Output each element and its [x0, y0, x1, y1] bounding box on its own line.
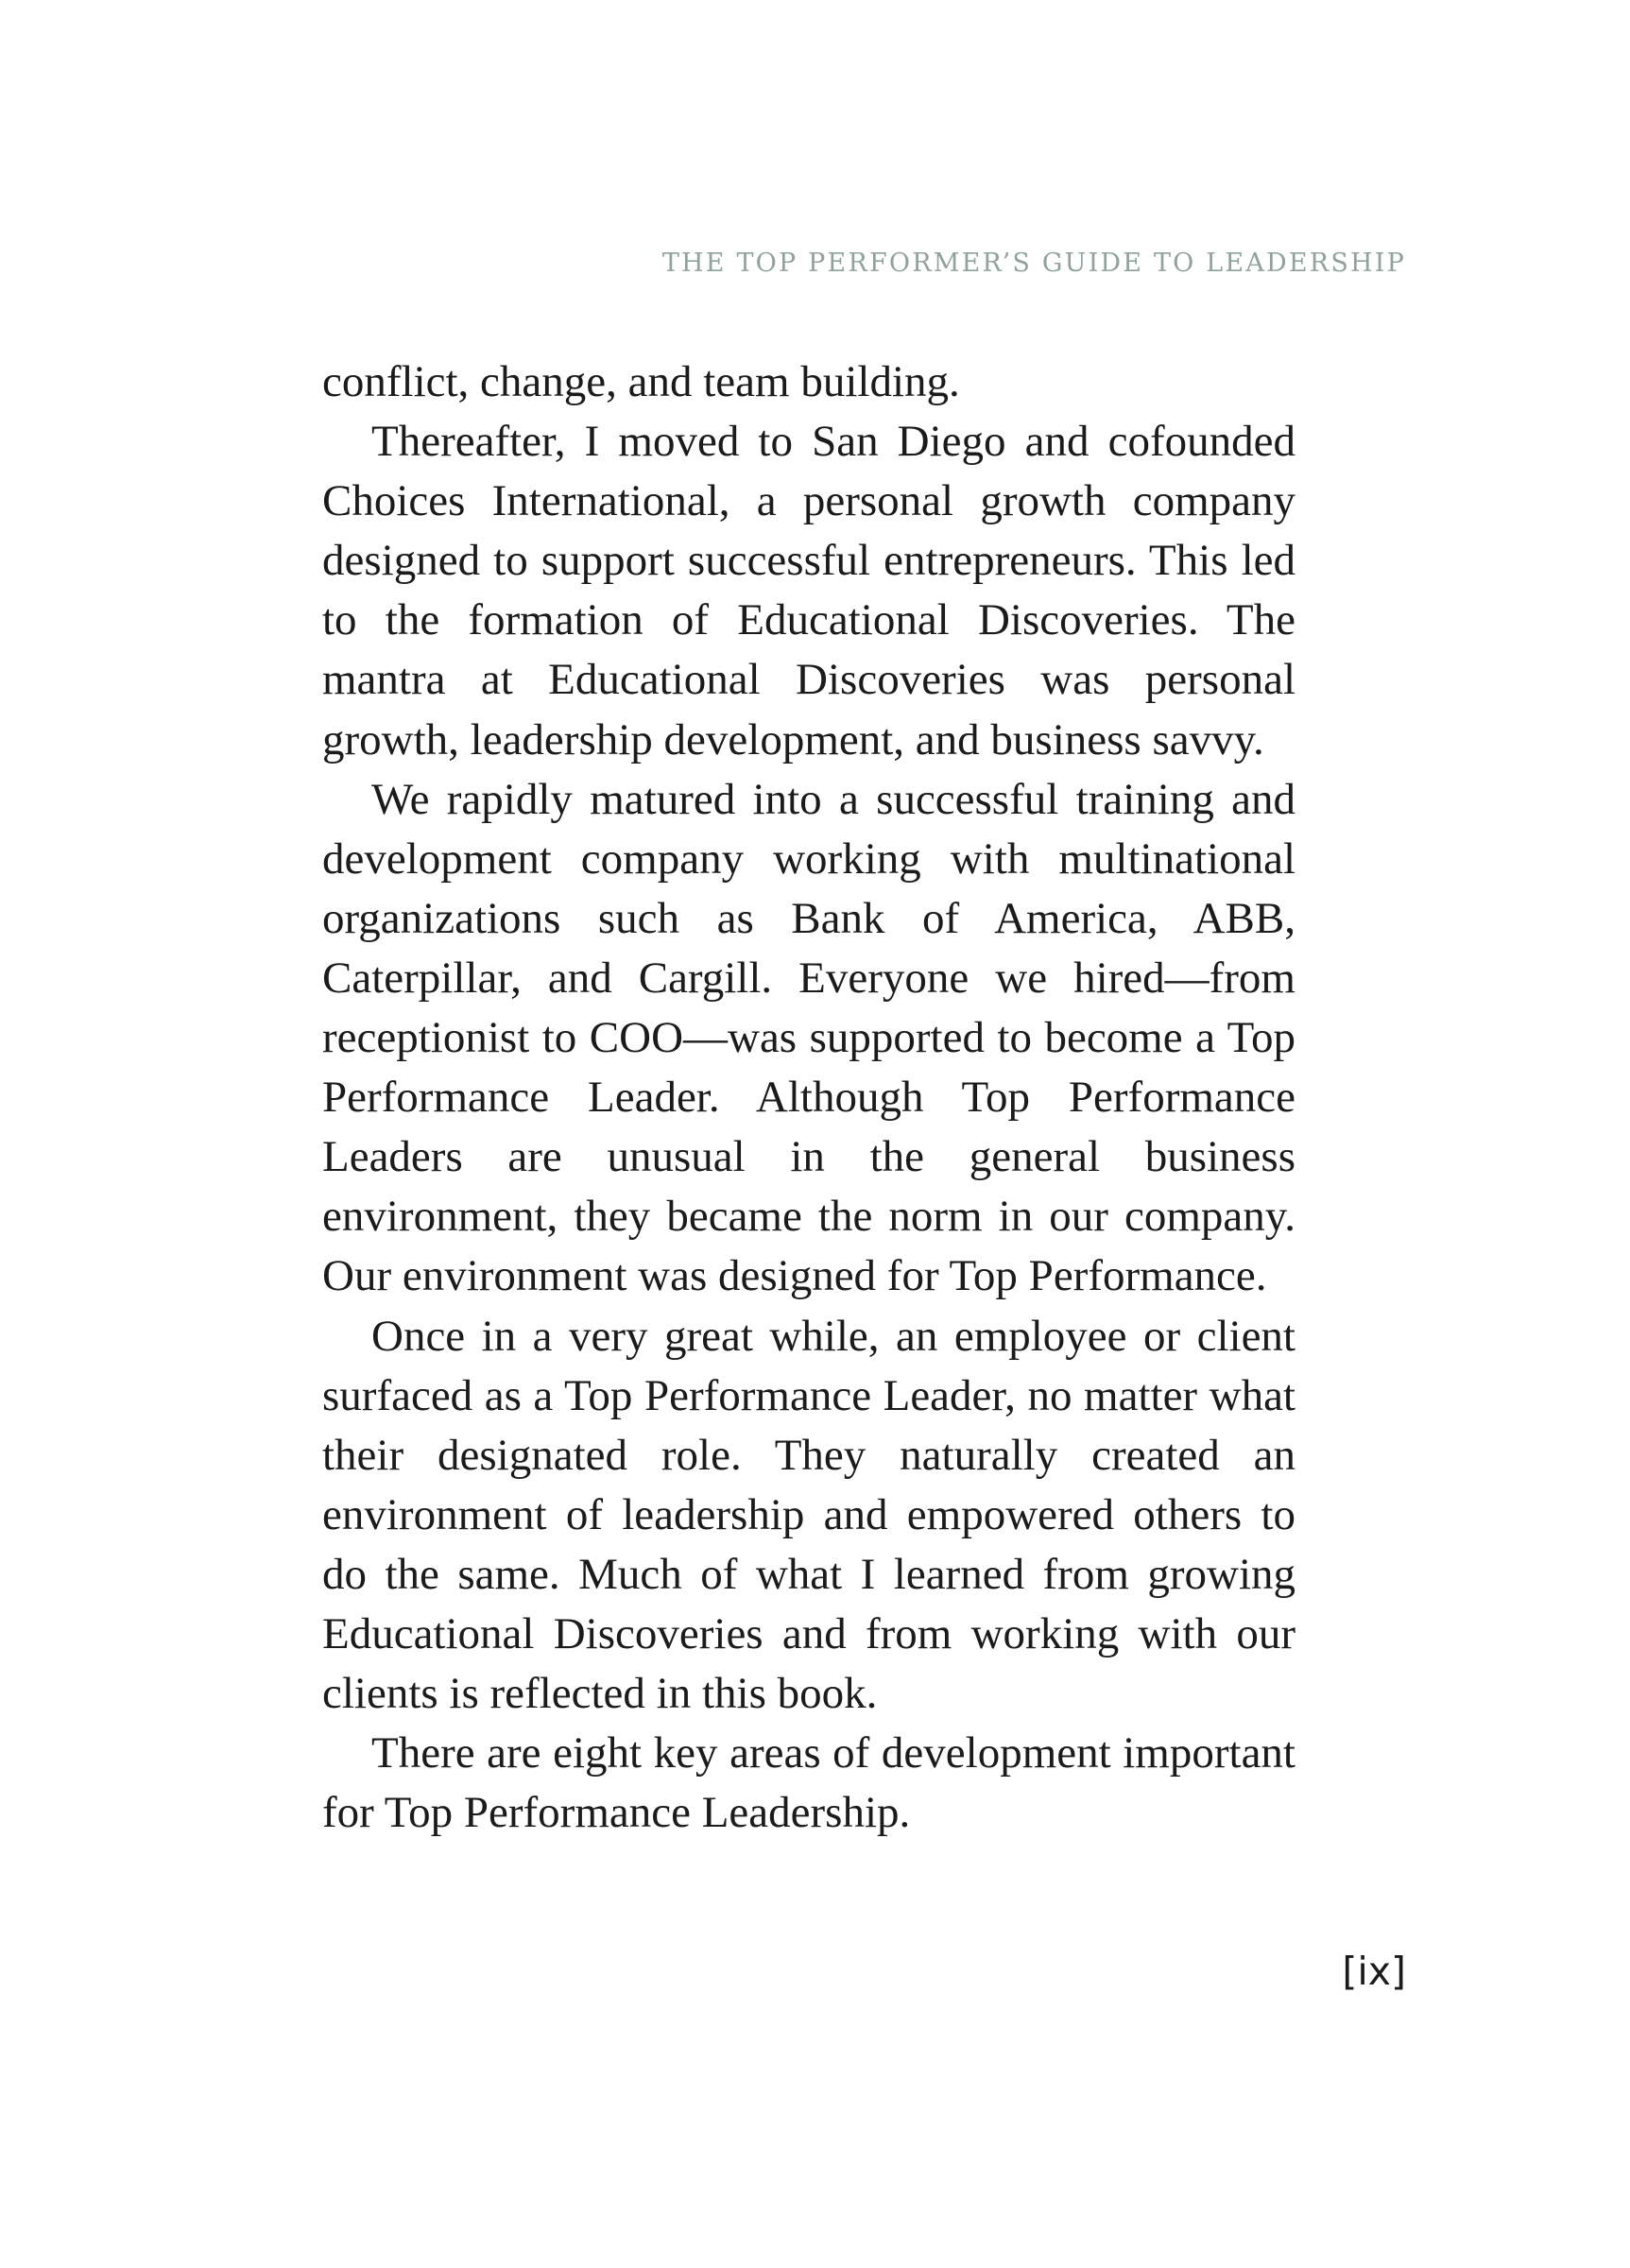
page-number: [ix] [1342, 1949, 1406, 1994]
paragraph-1: conflict, change, and team building. [322, 357, 960, 406]
body-text [322, 352, 1295, 1843]
paragraph-3: We rapidly matured into a successful training and development company working with multinational organizations such as Bank of America, ABB, Caterpillar, and Cargill. Everyone we hired—from receptionist to COO—was supported to become a Top Performance Leader. Although Top Performance Leaders are unusual in the general business environment, they became the norm in our company. Our environment was designed for Top Performance. [322, 774, 1295, 1301]
running-header: THE TOP PERFORMER’S GUIDE TO LEADERSHIP [661, 249, 1406, 278]
paragraph-5: There are eight key areas of development important for Top Performance Leadership. [322, 1728, 1295, 1838]
paragraph-4: Once in a very great while, an employee or client surfaced as a Top Performance Leader, no matter what their designated role. They naturally created an environment of leadership and empowered others to do the same. Much of what I learned from growing Educational Discoveries and from working with our clients is reflected in this book. [322, 1311, 1295, 1719]
paragraph-2: Thereafter, I moved to San Diego and cofounded Choices International, a personal growth company designed to support successful entrepreneurs. This led to the formation of Educational Discoveries. The mantra at Educational Discoveries was personal growth, leadership development, and business savvy. [322, 417, 1295, 765]
